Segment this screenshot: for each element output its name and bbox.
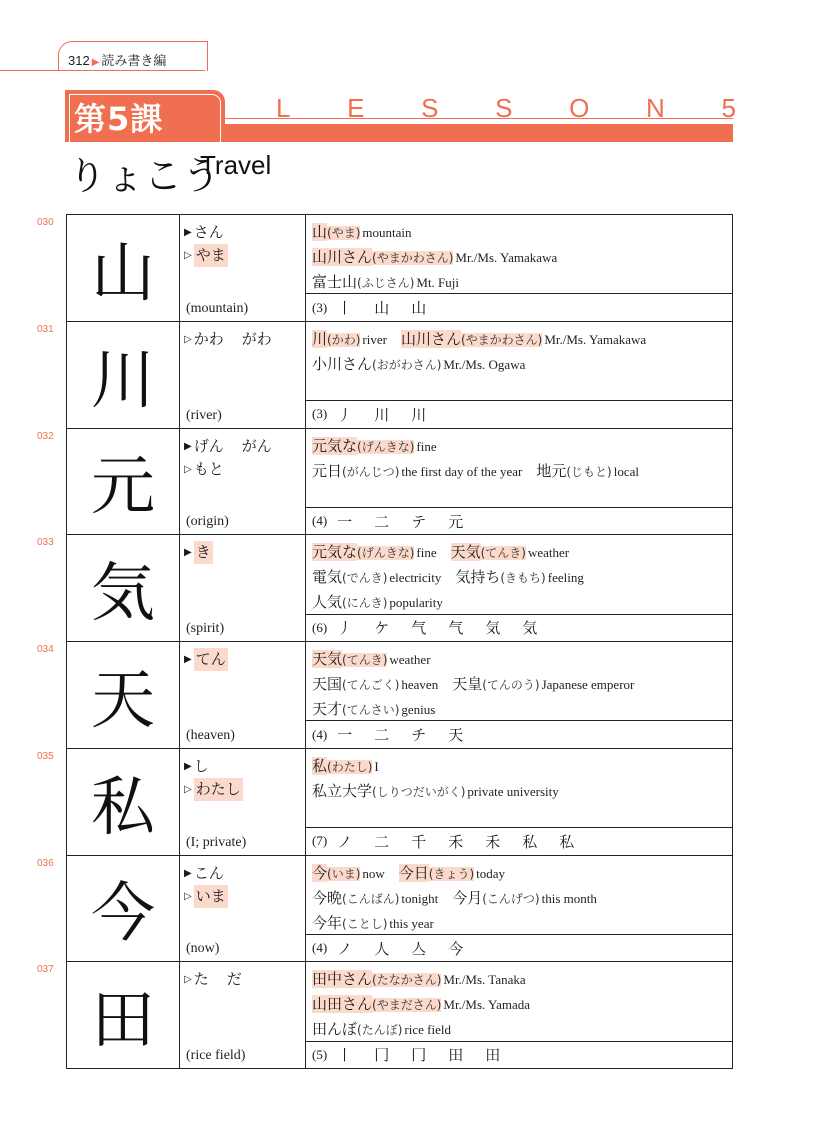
stroke-step: 丨 (337, 299, 353, 318)
reading-line (184, 435, 301, 458)
vocab-english: river (362, 331, 387, 347)
stroke-count: (4) (312, 940, 328, 956)
stroke-step: 冂 (374, 1046, 390, 1065)
stroke-step: 気 (522, 619, 538, 638)
vocab-line (312, 886, 726, 911)
stroke-step: チ (411, 726, 427, 745)
lesson-letter: E (347, 93, 365, 123)
stroke-step: 二 (374, 832, 390, 851)
vocab-english: this month (541, 890, 597, 906)
kanji-meaning: (now) (186, 941, 220, 957)
vocab-english: today (476, 865, 506, 881)
vocab-item (312, 677, 438, 693)
kanji-entry-row (37, 749, 732, 856)
reading-text: た (193, 970, 209, 989)
vocab-item (312, 652, 431, 668)
vocab-line (312, 1017, 726, 1042)
kun-reading-icon: ▷ (184, 250, 192, 261)
stroke-step: 丿 (337, 405, 353, 424)
reading-text: わたし (194, 778, 243, 801)
on-reading-icon: ▶ (184, 440, 192, 452)
lesson-letter: S (495, 93, 513, 123)
lesson-label: 第5課 (74, 100, 164, 138)
vocab-english: weather (528, 545, 570, 561)
vocab-reading: (がんじつ) (342, 464, 400, 479)
vocab-cell (306, 856, 732, 935)
kanji-entry-row (37, 856, 732, 963)
vocab-reading: (やまださん) (372, 998, 442, 1013)
stroke-step: 冂 (411, 1046, 427, 1065)
reading-line (184, 244, 301, 267)
vocab-word: 今 (312, 863, 328, 882)
vocab-item (312, 702, 435, 718)
vocab-english: tonight (401, 890, 439, 906)
vocab-item (398, 863, 506, 882)
entry-number: 035 (37, 750, 54, 762)
page-number: 312 (68, 53, 90, 68)
stroke-order-cell (306, 401, 732, 427)
readings-cell (180, 429, 306, 535)
vocab-reading: (てんき) (480, 546, 526, 561)
vocab-english: Mr./Ms. Ogawa (443, 356, 526, 372)
vocab-english: Japanese emperor (541, 677, 635, 692)
vocab-line (312, 647, 726, 672)
vocab-item (312, 863, 385, 882)
stroke-count: (6) (312, 619, 328, 635)
vocab-word: 気持ち (455, 568, 501, 587)
vocab-item (312, 354, 526, 373)
vocab-reading: (げんきな) (357, 546, 415, 561)
stroke-order-cell (306, 935, 732, 961)
reading-text: し (193, 756, 209, 775)
kanji-entry-row (37, 429, 732, 536)
lesson-letter: N (646, 93, 665, 123)
section-name: 読み書き編 (101, 53, 167, 68)
stroke-step: 亼 (411, 939, 427, 958)
kanji-meaning: (mountain) (186, 300, 249, 316)
stroke-step: ノ (337, 832, 353, 851)
vocab-word: 電気 (312, 568, 343, 587)
vocab-reading: (にんき) (342, 596, 388, 611)
vocab-reading: (しりつだいがく) (372, 784, 466, 799)
stroke-step: 今 (448, 939, 464, 958)
on-reading-icon: ▶ (184, 227, 192, 238)
vocab-item (312, 781, 559, 800)
vocab-english: weather (389, 652, 431, 667)
vocab-word: 今晩 (312, 888, 343, 907)
on-reading-icon: ▶ (184, 760, 192, 772)
header-rule (0, 70, 205, 71)
vocab-cell (306, 535, 732, 614)
vocab-english: this year (389, 915, 434, 931)
stroke-step: 丨 (337, 1046, 353, 1065)
stroke-step: 川 (374, 405, 390, 424)
stroke-step: 田 (448, 1046, 464, 1065)
entry-number: 037 (37, 964, 54, 976)
stroke-count: (7) (312, 833, 328, 849)
entry-number: 033 (37, 537, 54, 549)
stroke-step: 田 (485, 1046, 501, 1065)
vocab-line (312, 779, 726, 804)
stroke-order-cell (306, 721, 732, 747)
vocab-reading: (たなかさん) (372, 973, 442, 988)
vocab-english: the first day of the year (401, 463, 523, 479)
kanji-character: 天 (67, 642, 180, 748)
kanji-character: 今 (67, 856, 180, 962)
vocab-item (312, 250, 557, 266)
vocab-english: rice field (404, 1022, 451, 1038)
vocab-item (536, 461, 639, 480)
vocab-item (312, 913, 434, 932)
reading-text: やま (194, 244, 228, 267)
vocab-item (312, 888, 439, 907)
vocab-reading: (げんきな) (357, 439, 415, 454)
stroke-step: 川 (411, 405, 427, 424)
reading-line (184, 755, 301, 778)
vocab-english: heaven (401, 677, 439, 692)
kanji-meaning: (rice field) (186, 1048, 246, 1063)
vocab-item (312, 972, 526, 988)
vocab-line (312, 590, 726, 615)
vocab-word: 天気 (312, 650, 343, 668)
vocab-english: fine (416, 438, 437, 454)
stroke-step: ケ (374, 619, 390, 638)
stroke-step: 二 (374, 512, 390, 531)
kanji-entry-row (37, 642, 732, 749)
vocab-item (451, 545, 570, 561)
vocab-cell (306, 215, 732, 294)
vocab-word: 人気 (312, 593, 343, 612)
kanji-character: 山 (67, 215, 180, 321)
lesson-letter: S (421, 93, 439, 123)
vocab-english: local (613, 463, 639, 479)
stroke-count: (3) (312, 406, 328, 422)
vocab-line (312, 352, 726, 377)
vocab-reading: (やま) (327, 226, 361, 240)
vocab-english: fine (416, 545, 437, 561)
vocab-item (312, 461, 523, 480)
reading-line (184, 862, 301, 885)
vocab-word: 元気な (312, 436, 358, 455)
reading-line (184, 328, 301, 351)
kanji-character: 川 (67, 322, 180, 428)
vocab-english: popularity (389, 595, 443, 611)
vocab-word: 小川さん (312, 354, 373, 373)
triangle-icon: ▶ (91, 57, 100, 68)
kun-reading-icon: ▷ (184, 463, 192, 475)
vocab-english: feeling (547, 570, 584, 586)
vocab-item (452, 677, 634, 693)
reading-line (184, 778, 301, 801)
vocab-reading: (やまかわさん) (460, 332, 543, 347)
stroke-count: (4) (312, 726, 328, 742)
kanji-entry-row (37, 322, 732, 429)
reading-line (184, 968, 301, 991)
reading-text: き (194, 541, 213, 564)
stroke-step: 丿 (337, 619, 353, 638)
vocab-reading: (てんのう) (482, 678, 540, 692)
lesson-heading-en (276, 93, 736, 124)
vocab-line (312, 540, 726, 565)
vocab-line (312, 434, 726, 459)
vocab-reading: (かわ) (327, 332, 361, 347)
readings-cell (180, 215, 306, 321)
stroke-step: 禾 (448, 832, 464, 851)
stroke-order-cell (306, 508, 732, 534)
readings-cell (180, 322, 306, 428)
vocab-word: 山川さん (400, 329, 461, 348)
on-reading-icon: ▶ (184, 547, 192, 559)
vocab-word: 富士山 (312, 273, 358, 291)
readings-cell (180, 962, 306, 1068)
vocab-item (312, 275, 459, 291)
vocab-line (312, 992, 726, 1017)
vocab-word: 山川さん (312, 248, 373, 266)
vocab-item (312, 436, 437, 455)
lesson-title-en: Travel (200, 150, 272, 180)
vocab-english: genius (401, 702, 436, 717)
stroke-step: ノ (337, 939, 353, 958)
stroke-step: テ (411, 512, 427, 531)
vocab-word: 私 (312, 756, 328, 775)
vocab-english: Mr./Ms. Yamakawa (544, 331, 647, 347)
vocab-word: 田んぼ (312, 1020, 358, 1039)
kanji-character: 元 (67, 429, 180, 535)
vocab-line (312, 565, 726, 590)
vocab-line (312, 861, 726, 886)
entry-number: 032 (37, 430, 54, 442)
stroke-step: 人 (374, 939, 390, 958)
vocab-reading: (きょう) (428, 866, 475, 881)
vocab-cell (306, 962, 732, 1041)
kanji-entry-row (37, 215, 732, 322)
vocab-word: 川 (312, 329, 328, 348)
vocab-line (312, 967, 726, 992)
vocab-word: 天皇 (452, 675, 483, 693)
on-reading-icon: ▶ (184, 654, 192, 665)
vocab-cell (306, 322, 732, 401)
vocab-reading: (でんき) (342, 571, 388, 586)
vocab-reading: (てんき) (342, 653, 388, 667)
vocab-item (400, 329, 647, 348)
vocab-reading: (こんげつ) (482, 891, 540, 906)
vocab-word: 天国 (312, 675, 343, 693)
kanji-meaning: (origin) (186, 514, 229, 530)
stroke-step: 天 (448, 726, 464, 745)
vocab-cell (306, 642, 732, 721)
vocab-english: private university (467, 783, 559, 799)
stroke-step: 二 (374, 726, 390, 745)
reading-line (184, 648, 301, 671)
vocab-item (312, 1022, 451, 1038)
entry-number: 036 (37, 857, 54, 869)
reading-line (184, 541, 301, 564)
vocab-line (312, 459, 726, 484)
vocab-word: 私立大学 (312, 781, 373, 800)
entry-number: 034 (37, 644, 54, 655)
vocab-english: electricity (389, 570, 442, 586)
vocab-word: 今日 (398, 863, 429, 882)
stroke-step: 气 (411, 619, 427, 638)
kun-reading-icon: ▷ (184, 333, 192, 345)
stroke-step: 気 (485, 619, 501, 638)
vocab-line (312, 327, 726, 352)
vocab-item (312, 997, 530, 1013)
lesson-title-jp: りょこう (68, 154, 221, 198)
kanji-meaning: (I; private) (186, 834, 247, 850)
reading-text: いま (194, 885, 228, 908)
kanji-character: 私 (67, 749, 180, 855)
reading-variant: がん (241, 436, 272, 455)
reading-text: かわ (193, 329, 224, 348)
kanji-meaning: (river) (186, 407, 222, 423)
stroke-order-cell (306, 1042, 732, 1068)
kun-reading-icon: ▷ (184, 890, 192, 902)
vocab-english: mountain (362, 225, 412, 240)
stroke-step: 元 (448, 512, 464, 531)
vocab-reading: (たんぼ) (357, 1023, 403, 1038)
vocab-reading: (こんばん) (342, 891, 400, 906)
stroke-step: 私 (559, 832, 575, 851)
lesson-bar (212, 124, 733, 142)
kanji-meaning: (spirit) (186, 621, 225, 636)
entry-number: 030 (37, 217, 54, 228)
readings-cell (180, 535, 306, 641)
vocab-reading: (わたし) (327, 759, 373, 774)
readings-cell (180, 856, 306, 962)
running-header (68, 50, 166, 69)
vocab-item (452, 888, 597, 907)
vocab-word: 田中さん (312, 970, 373, 989)
reading-variant: だ (226, 970, 242, 989)
vocab-reading: (じもと) (566, 464, 612, 479)
vocab-item (312, 225, 412, 241)
stroke-step: 一 (337, 726, 353, 745)
stroke-count: (3) (312, 299, 328, 315)
stroke-order-cell (306, 294, 732, 320)
vocab-item (312, 329, 387, 348)
kun-reading-icon: ▷ (184, 974, 192, 986)
vocab-line (312, 220, 726, 245)
vocab-line (312, 245, 726, 270)
vocab-english: Mr./Ms. Tanaka (443, 972, 526, 988)
reading-line (184, 221, 301, 244)
vocab-item (312, 570, 441, 586)
vocab-item (312, 595, 443, 611)
lesson-letter: 5 (721, 93, 736, 123)
vocab-reading: (やまかわさん) (372, 251, 454, 265)
vocab-word: 山田さん (312, 995, 373, 1014)
vocab-word: 元気な (312, 543, 358, 562)
vocab-english: Mr./Ms. Yamakawa (455, 250, 558, 265)
vocab-line (312, 911, 726, 936)
on-reading-icon: ▶ (184, 867, 192, 879)
reading-text: さん (193, 223, 224, 241)
stroke-step: 禾 (485, 832, 501, 851)
reading-text: げん (193, 436, 224, 455)
kanji-table (37, 214, 733, 1069)
vocab-item (312, 545, 437, 561)
vocab-word: 天気 (450, 543, 481, 562)
reading-line (184, 885, 301, 908)
reading-variant: がわ (241, 329, 272, 348)
stroke-step: 千 (411, 832, 427, 851)
vocab-reading: (きもち) (500, 571, 546, 586)
kanji-character: 気 (67, 535, 180, 641)
stroke-step: 一 (337, 512, 353, 531)
vocab-word: 山 (312, 223, 328, 241)
stroke-count: (4) (312, 513, 328, 529)
vocab-word: 元日 (312, 461, 343, 480)
stroke-step: 气 (448, 619, 464, 638)
vocab-word: 地元 (536, 461, 567, 480)
kanji-entry-row (37, 535, 732, 642)
reading-text: もと (193, 459, 224, 478)
entry-number: 031 (37, 323, 54, 335)
stroke-order-cell (306, 828, 732, 854)
vocab-reading: (ことし) (342, 916, 388, 931)
readings-cell (180, 749, 306, 855)
vocab-english: Mr./Ms. Yamada (443, 997, 531, 1013)
stroke-step: 私 (522, 832, 538, 851)
reading-line (184, 458, 301, 481)
kanji-entry-row (37, 962, 732, 1069)
vocab-reading: (いま) (327, 866, 361, 881)
vocab-reading: (てんごく) (342, 678, 400, 692)
stroke-order-cell (306, 615, 732, 641)
vocab-english: now (362, 865, 385, 881)
stroke-step: 山 (411, 299, 427, 318)
vocab-line (312, 697, 726, 722)
vocab-english: Mt. Fuji (416, 275, 460, 290)
vocab-reading: (てんさい) (342, 703, 400, 717)
reading-text: こん (193, 863, 224, 882)
kun-reading-icon: ▷ (184, 783, 192, 795)
stroke-count: (5) (312, 1046, 328, 1062)
vocab-item (455, 570, 583, 586)
vocab-cell (306, 749, 732, 828)
vocab-line (312, 754, 726, 779)
kanji-character: 田 (67, 962, 180, 1068)
reading-text: てん (194, 648, 228, 671)
vocab-item (312, 756, 379, 775)
vocab-cell (306, 429, 732, 508)
vocab-word: 今月 (452, 888, 483, 907)
vocab-english: I (374, 758, 379, 774)
vocab-reading: (ふじさん) (357, 276, 415, 290)
vocab-word: 今年 (312, 913, 343, 932)
lesson-letter: O (569, 93, 590, 123)
vocab-word: 天才 (312, 700, 343, 718)
readings-cell (180, 642, 306, 748)
vocab-line (312, 270, 726, 295)
vocab-line (312, 672, 726, 697)
vocab-reading: (おがわさん) (372, 357, 442, 372)
kanji-meaning: (heaven) (186, 727, 235, 743)
lesson-letter: L (276, 93, 291, 123)
stroke-step: 山 (374, 299, 390, 318)
